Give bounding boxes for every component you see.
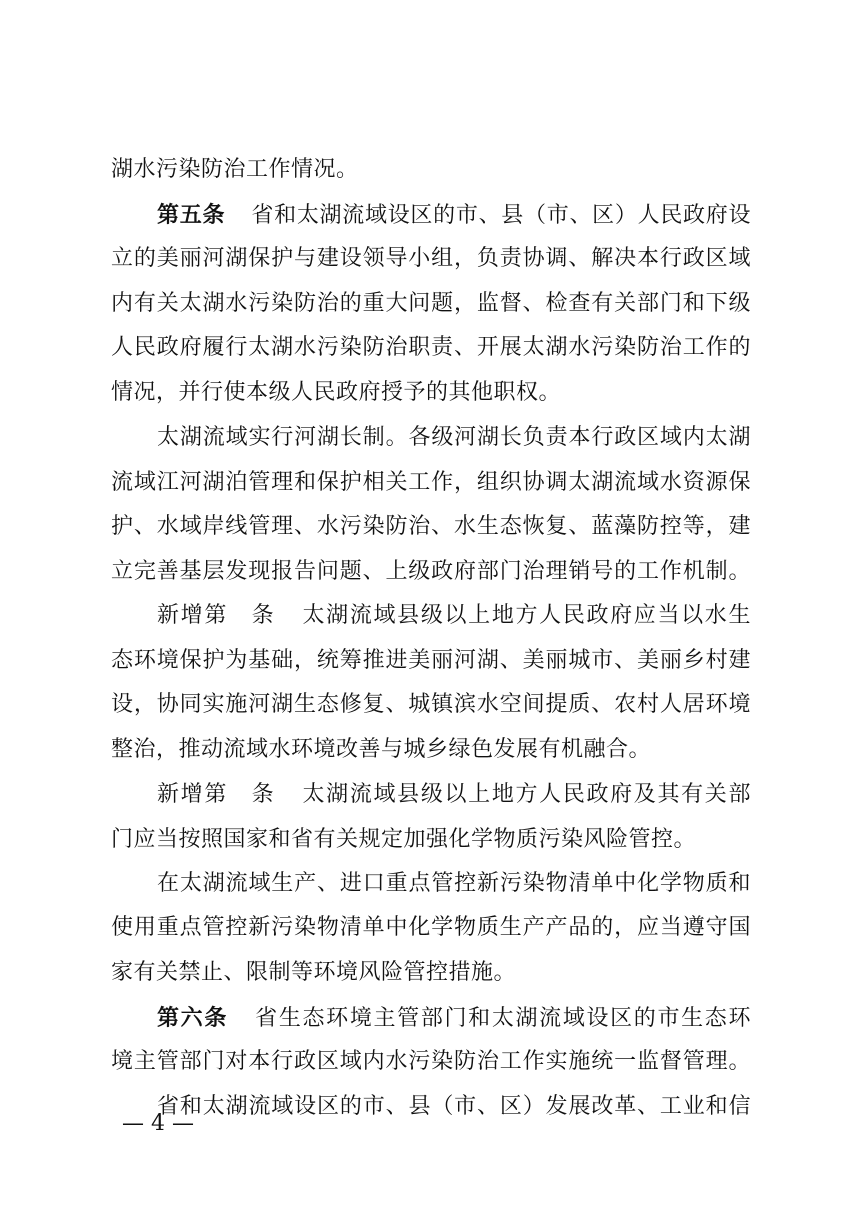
article-number: 第六条 xyxy=(157,1005,228,1031)
line-text: 太湖流域实行河湖长制。各级河湖长负责本行政区域内太湖 xyxy=(157,425,751,450)
line-text: 护、水域岸线管理、水污染防治、水生态恢复、蓝藻防控等，建 xyxy=(111,514,751,539)
line-text: 设，协同实施河湖生态修复、城镇滨水空间提质、农村人居环境 xyxy=(111,692,751,717)
article-heading-line xyxy=(157,602,751,630)
text-line xyxy=(111,245,751,273)
article-heading-line xyxy=(157,1004,751,1033)
page-number: — 4 — xyxy=(122,1111,194,1136)
line-text: 态环境保护为基础，统筹推进美丽河湖、美丽城市、美丽乡村建 xyxy=(111,648,751,673)
line-text: 人民政府履行太湖水污染防治职责、开展太湖水污染防治工作的 xyxy=(111,335,751,360)
paragraph-first-line xyxy=(157,1093,751,1121)
line-text: 省和太湖流域设区的市、县（市、区）人民政府设 xyxy=(251,203,751,228)
text-line xyxy=(111,691,751,719)
line-text: 情况，并行使本级人民政府授予的其他职权。 xyxy=(111,380,562,405)
line-text: 内有关太湖水污染防治的重大问题，监督、检查有关部门和下级 xyxy=(111,291,751,316)
article-heading-line xyxy=(157,781,751,809)
line-text: 境主管部门对本行政区域内水污染防治工作实施统一监督管理。 xyxy=(111,1049,751,1074)
text-line xyxy=(111,959,751,987)
paragraph-first-line xyxy=(157,424,751,452)
article-heading-line xyxy=(157,201,751,230)
text-line xyxy=(111,736,751,764)
line-text: 立完善基层发现报告问题、上级政府部门治理销号的工作机制。 xyxy=(111,559,751,584)
line-text: 湖水污染防治工作情况。 xyxy=(111,157,359,182)
line-text: 太湖流域县级以上地方人民政府应当以水生 xyxy=(301,603,751,628)
paragraph-first-line xyxy=(157,870,751,898)
text-line xyxy=(111,156,751,184)
line-text: 立的美丽河湖保护与建设领导小组，负责协调、解决本行政区域 xyxy=(111,246,751,271)
text-line xyxy=(111,334,751,362)
text-line xyxy=(111,379,751,407)
text-line xyxy=(111,1048,751,1076)
line-text: 家有关禁止、限制等环境风险管控措施。 xyxy=(111,960,517,985)
article-number: 新增第 条 xyxy=(157,603,276,628)
line-text: 流域江河湖泊管理和保护相关工作，组织协调太湖流域水资源保 xyxy=(111,470,751,495)
text-line xyxy=(111,513,751,541)
article-number: 第五条 xyxy=(157,202,226,228)
line-text: 门应当按照国家和省有关规定加强化学物质污染风险管控。 xyxy=(111,827,697,852)
text-line xyxy=(111,290,751,318)
text-line xyxy=(111,558,751,586)
text-line xyxy=(111,647,751,675)
line-text: 太湖流域县级以上地方人民政府及其有关部 xyxy=(301,782,751,807)
line-text: 在太湖流域生产、进口重点管控新污染物清单中化学物质和 xyxy=(157,871,751,896)
text-line xyxy=(111,826,751,854)
article-number: 新增第 条 xyxy=(157,782,276,807)
line-text: 整治，推动流域水环境改善与城乡绿色发展有机融合。 xyxy=(111,737,652,762)
text-line xyxy=(111,469,751,497)
line-text: 省和太湖流域设区的市、县（市、区）发展改革、工业和信 xyxy=(157,1094,751,1119)
line-text: 使用重点管控新污染物清单中化学物质生产产品的，应当遵守国 xyxy=(111,915,751,940)
text-line xyxy=(111,914,751,942)
line-text: 省生态环境主管部门和太湖流域设区的市生态环 xyxy=(254,1006,751,1031)
